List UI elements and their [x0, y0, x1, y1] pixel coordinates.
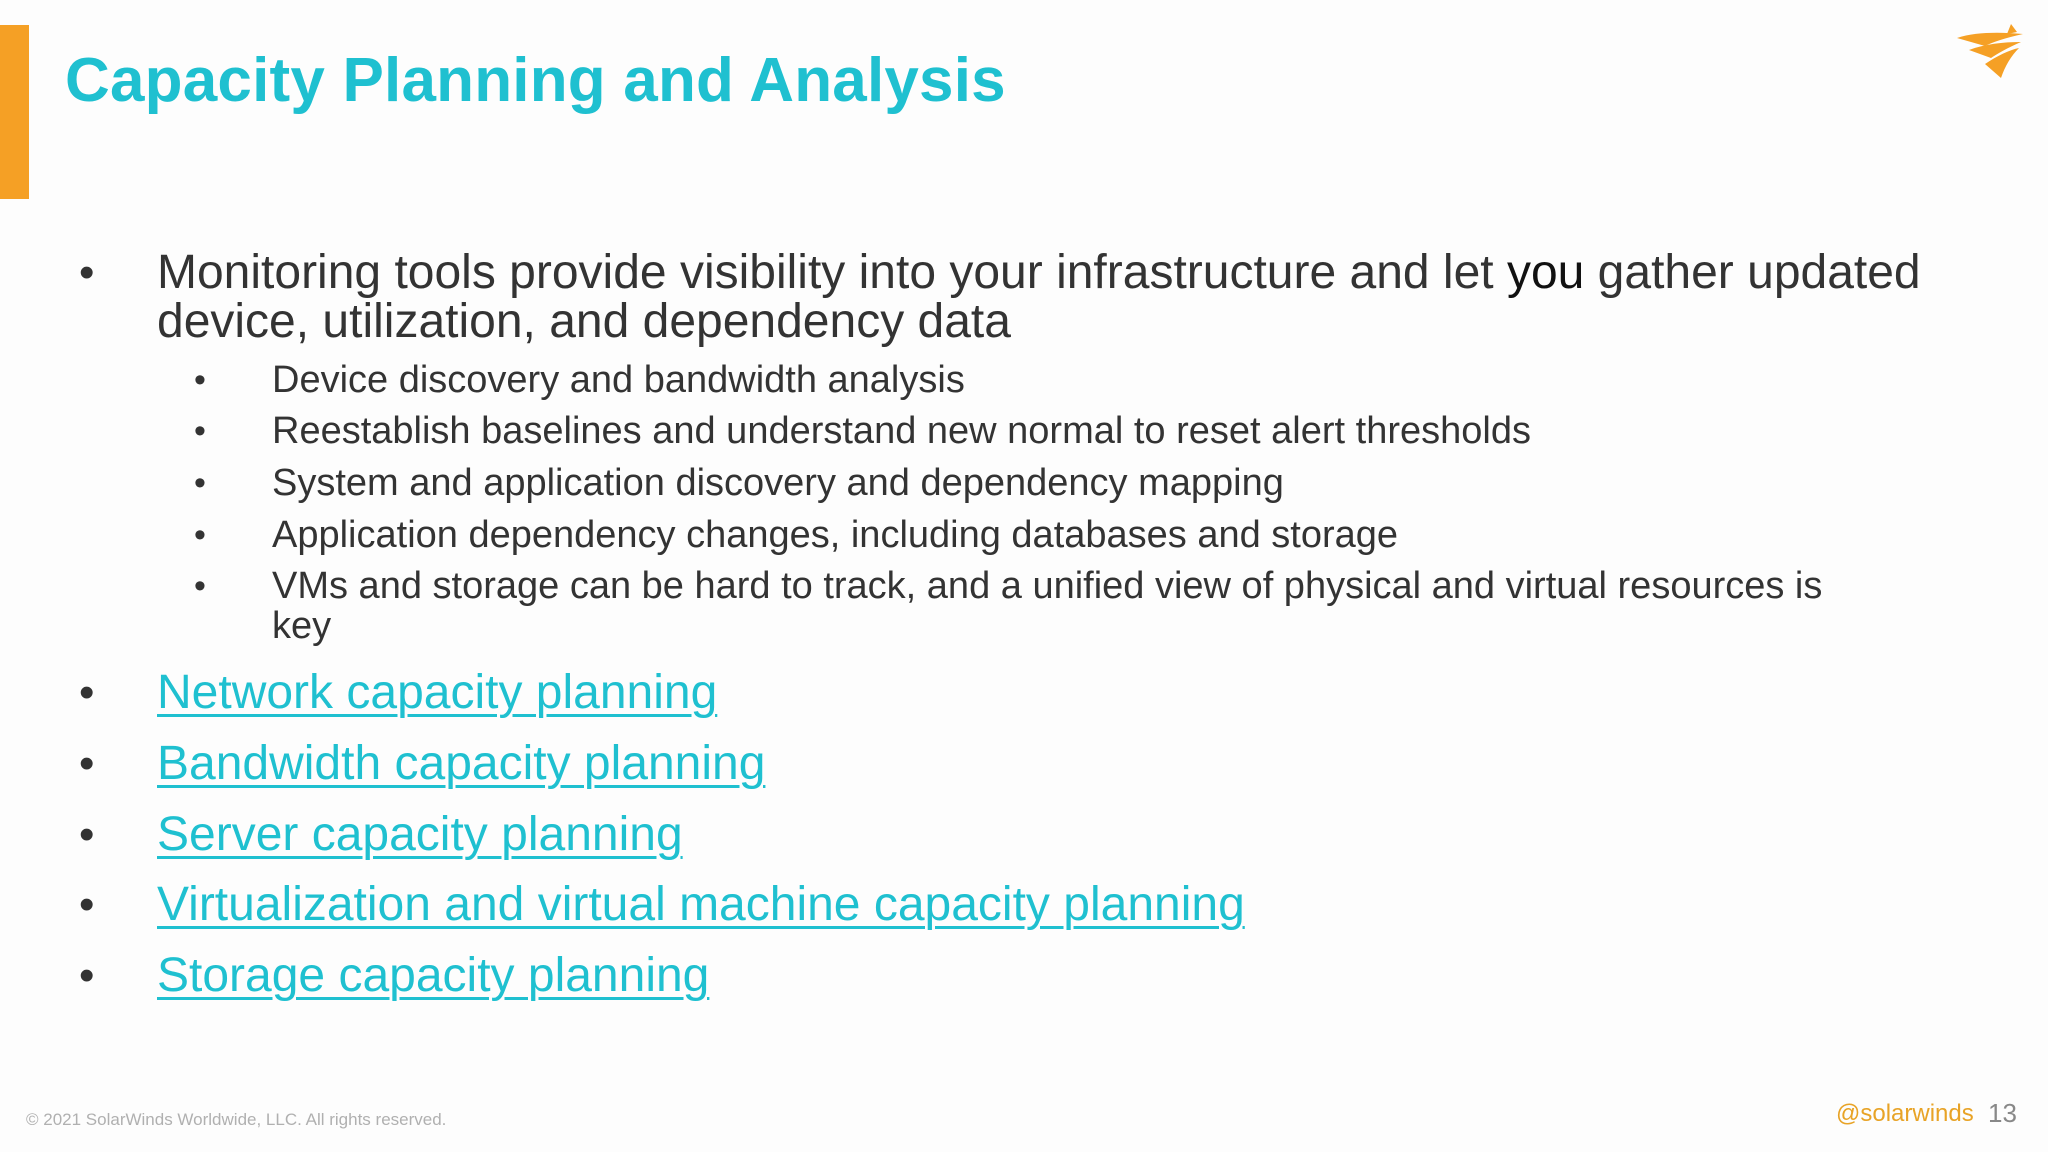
bullet-dot: • — [194, 516, 206, 554]
bullet-dot: • — [194, 464, 206, 502]
bandwidth-capacity-link[interactable]: Bandwidth capacity planning — [157, 737, 766, 790]
bullet-dot: • — [194, 361, 206, 399]
bullet-dot: • — [79, 810, 95, 859]
bullet-dot: • — [194, 567, 206, 605]
sub-bullet-text: System and application discovery and dependency mapping — [272, 462, 1284, 504]
sub-bullet-text: Application dependency changes, including databases and storage — [272, 514, 1399, 556]
sub-bullet-item — [194, 514, 1832, 556]
server-capacity-link[interactable]: Server capacity planning — [157, 808, 683, 861]
bullet-dot: • — [79, 248, 95, 297]
bullet-dot: • — [79, 668, 95, 717]
sub-bullet-item — [194, 462, 1832, 504]
virtualization-capacity-link[interactable]: Virtualization and virtual machine capacity planning — [157, 878, 1245, 931]
bullet-dot: • — [79, 880, 95, 929]
storage-capacity-link[interactable]: Storage capacity planning — [157, 949, 710, 1002]
footer-social-handle: @solarwinds — [1836, 1100, 1974, 1127]
bullet-dot: • — [79, 951, 95, 1000]
bullet-text-cont: gather updated device, utilization, and dependency data — [157, 246, 1921, 348]
page-number: 13 — [1988, 1098, 2017, 1128]
sub-bullet-item — [194, 565, 1832, 647]
sub-bullet-text: Device discovery and bandwidth analysis — [272, 359, 965, 401]
link-bullet-item — [79, 666, 1957, 719]
sub-bullet-text: Reestablish baselines and understand new normal to reset alert thresholds — [272, 410, 1531, 452]
bullet-text: Monitoring tools provide visibility into your infrastructure and let — [157, 246, 1507, 299]
footer-copyright: © 2021 SolarWinds Worldwide, LLC. All rights reserved. — [26, 1110, 447, 1129]
bullet-item — [79, 246, 1957, 348]
network-capacity-link[interactable]: Network capacity planning — [157, 666, 718, 719]
bullet-dot: • — [194, 412, 206, 450]
link-bullet-item — [79, 808, 1957, 861]
link-bullet-item — [79, 737, 1957, 790]
slide-title: Capacity Planning and Analysis — [65, 46, 1006, 115]
link-bullet-item — [79, 949, 1957, 1002]
sub-bullet-text: VMs and storage can be hard to track, and a unified view of physical and virtual resources is key — [272, 565, 1823, 647]
sub-bullet-item — [194, 359, 1832, 401]
link-bullet-item — [79, 878, 1957, 931]
bullet-dot: • — [79, 739, 95, 788]
sub-bullet-item — [194, 410, 1832, 452]
bullet-emphasis: you — [1506, 246, 1585, 299]
